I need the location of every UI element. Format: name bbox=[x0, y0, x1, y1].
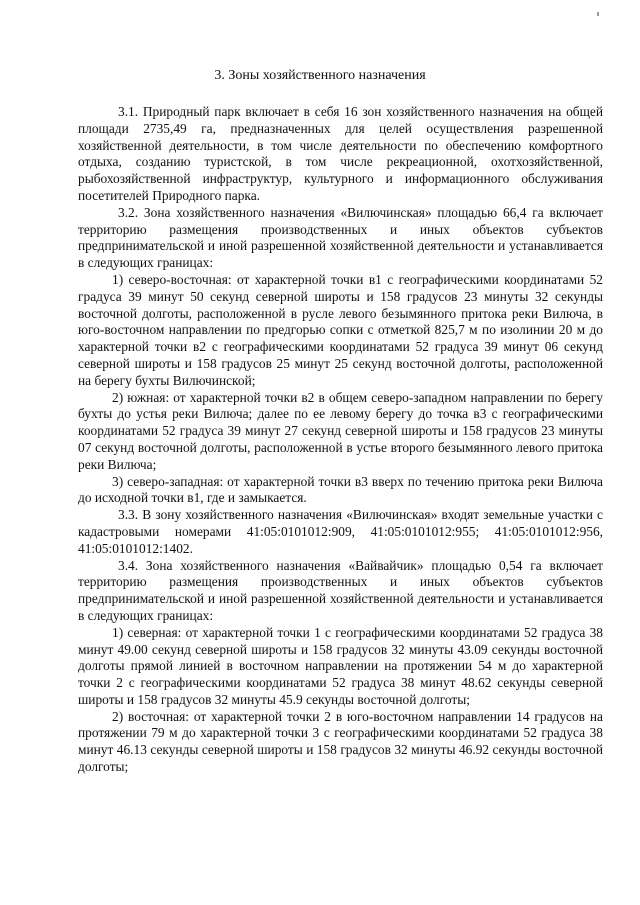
boundary-east: 2) восточная: от характерной точки 2 в юго-восточном направлении 14 градусов на протяжении 79 м до характерной точки 3 с географическими координатами 52 градуса 38 минут 46.13 секунды северной широты и 158 градусов 32 минуты 46.92 секунды восточной долготы; bbox=[78, 708, 603, 775]
paragraph-3-3: 3.3. В зону хозяйственного назначения «Вилючинская» входят земельные участки с кадастровыми номерами 41:05:0101012:909, 41:05:0101012:955; 41:05:0101012:956, 41:05:0101012:1402. bbox=[78, 507, 603, 556]
boundary-south: 2) южная: от характерной точки в2 в общем северо-западном направлении по берегу бухты до устья реки Вилюча; далее по ее левому берегу до точка в3 с географическими координатами 52 градуса 39 минут 27 секунд северной широты и 158 градусов 23 минуты 07 секунд восточной долготы, расположенной в устье второго безымянного левого притока реки Вилюча; bbox=[78, 389, 603, 472]
scan-mark bbox=[597, 12, 599, 16]
document-body bbox=[78, 104, 603, 776]
boundary-north: 1) северная: от характерной точки 1 с географическими координатами 52 градуса 38 минут 49.00 секунд северной широты и 158 градусов 32 минуты 43.09 секунды восточной долготы прямой линией в восточном направлении на протяжении 54 м до характерной точки 2 с географическими координатами 52 градуса 38 минут 48.62 секунды северной широты и 158 градусов 32 минуты 45.9 секунды восточной долготы; bbox=[78, 624, 603, 707]
paragraph-3-2: 3.2. Зона хозяйственного назначения «Вилючинская» площадью 66,4 га включает территорию размещения производственных и иных объектов субъектов предпринимательской и иной разрешенной хозяйственной деятельности и устанавливается в следующих границах: bbox=[78, 204, 603, 271]
boundary-northeast: 1) северо-восточная: от характерной точки в1 с географическими координатами 52 градуса 39 минут 50 секунд северной широты и 158 градусов 23 минуты 32 секунды восточной долготы, расположенной в русле левого безымянного притока реки Вилюча, в юго-восточном направлении по предгорью сопки с отметкой 825,7 м по изолинии 20 м до характерной точки в2 с географическими координатами 52 градуса 39 минут 06 секунд северной широты и 158 градусов 25 минут 25 секунд восточной долготы, расположенной на берегу бухты Вилючинской; bbox=[78, 271, 603, 388]
paragraph-3-4: 3.4. Зона хозяйственного назначения «Вайвайчик» площадью 0,54 га включает территорию размещения производственных и иных объектов субъектов предпринимательской и иной разрешенной хозяйственной деятельности и устанавливается в следующих границах: bbox=[78, 557, 603, 623]
boundary-northwest: 3) северо-западная: от характерной точки в3 вверх по течению притока реки Вилюча до исходной точки в1, где и замыкается. bbox=[78, 473, 603, 506]
paragraph-3-1: 3.1. Природный парк включает в себя 16 зон хозяйственного назначения на общей площади 2735,49 га, предназначенных для целей осуществления разрешенной хозяйственной деятельности, в том числе деятельности по обеспечению комфортного отдыха, созданию туристской, в том числе рекреационной, охотхозяйственной, рыбохозяйственной инфраструктур, культурного и информационного обслуживания посетителей Природного парка. bbox=[78, 104, 603, 203]
section-heading: 3. Зоны хозяйственного назначения bbox=[214, 68, 426, 83]
